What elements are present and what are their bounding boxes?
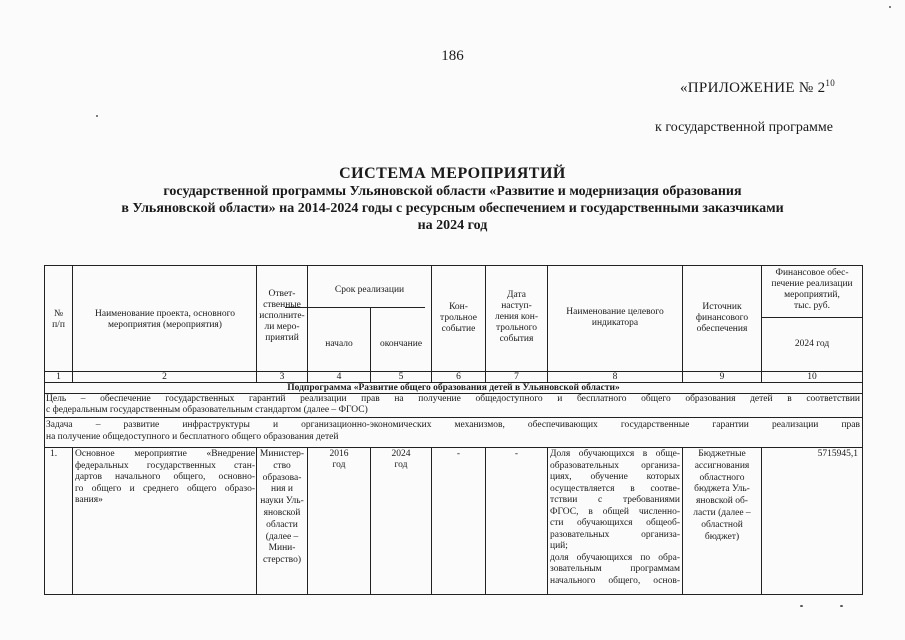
appendix-label: «ПРИЛОЖЕНИЕ № $2^{10}$ [680,78,835,96]
task-line-1: Задача – развитие инфраструктуры и организационно-экономических механизмов, обеспечивающих государственные гарантии реализации прав [46,420,860,430]
col-number: 3 [279,372,285,382]
col-number: 6 [456,372,461,382]
row-end: 2024 год [391,449,411,470]
row-indicator: Доля обучающихся в обще- образовательных организа- циях, обучение которых осуществляется в соотве- тствии с требованиями ФГОС, в общей численно- сти обучающихся общеоб- разовательных организа- ций; доля обучающихся по обра- зовательным программам начального общего, основ- [550,449,680,586]
row-finance: 5715945,1 [817,449,858,459]
task-line-2: на получение общедоступного и бесплатного общего образования детей [46,432,339,442]
measures-table [44,265,863,595]
col-number: 4 [336,372,342,382]
header-name: Наименование проекта, основного мероприятия (мероприятия) [95,309,235,330]
col-number: 5 [398,372,404,382]
subprogram-title: Подпрограмма «Развитие общего образования детей в Ульяновской области» [287,383,620,393]
program-reference: к государственной программе [655,120,833,135]
row-control-event: - [456,449,461,459]
row-source: Бюджетные ассигнования областного бюджета Уль- яновской об- ласти (далее – областной бюджет) [693,449,751,542]
scan-speck [889,6,891,8]
header-num: № п/п [52,309,65,330]
scan-speck [840,605,843,607]
col-number: 2 [162,372,167,382]
header-event-date: Дата наступ- ления кон- трольного события [494,290,538,344]
row-number: 1. [50,449,58,459]
goal-line-2: с федеральным государственным образовательным стандартом (далее – ФГОС) [46,405,368,415]
row-start: 2016 год [329,449,349,470]
header-finance: Финансовое обес- печение реализации мероприятий, тыс. руб. [771,268,853,311]
header-end: окончание [379,339,423,349]
page-number: 186 [441,48,464,64]
goal-line-1: Цель – обеспечение государственных гарантий реализации прав на получение общедоступного и бесплатного общего образования детей в соответствии [46,394,860,404]
header-source: Источник финансового обеспечения [695,302,749,334]
header-start: начало [325,339,353,349]
header-control-event: Кон- трольное событие [440,302,477,334]
header-year: 2024 год [794,339,830,349]
row-name: Основное мероприятие «Внедрение федеральных государственных стан- дартов начального общего, основно- го общего и среднего общего образо- вания» [75,449,255,505]
col-number: 9 [719,372,725,382]
col-number: 8 [612,372,618,382]
scan-speck [800,605,803,607]
row-event-date: - [514,449,519,459]
col-number: 1 [56,372,61,382]
col-number: 7 [514,372,519,382]
document-title: СИСТЕМА МЕРОПРИЯТИЙ [339,165,566,182]
header-period: Срок реализации [334,285,405,295]
scan-speck [96,115,98,117]
row-executor: Министер- ство образова- ния и науки Уль- яновской области (далее – Мини- стерство) [259,449,305,566]
col-number: 10 [807,372,817,382]
header-executors: Ответ- ственные исполните- ли меро- приятий [259,289,305,343]
document-subtitle: государственной программы Ульяновской области «Развитие и модернизация образования в Ульяновской области» на 2014-2024 годы с ресурсным обеспечением и государственными заказчиками на 2024 год [121,184,784,233]
header-indicator: Наименование целевого индикатора [566,307,664,328]
